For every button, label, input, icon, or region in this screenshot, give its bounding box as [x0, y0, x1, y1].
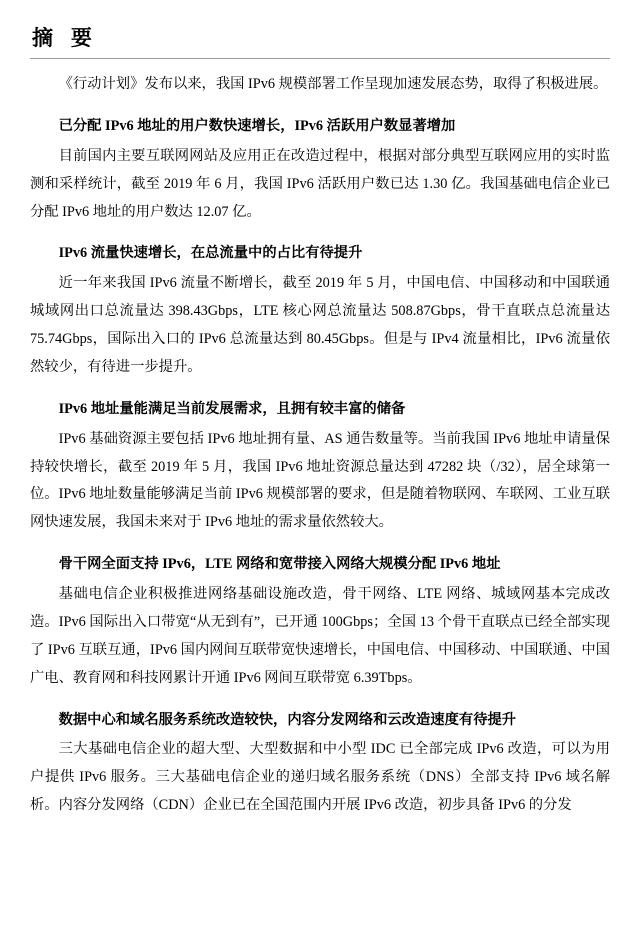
- section-body-3: IPv6 基础资源主要包括 IPv6 地址拥有量、AS 通告数量等。当前我国 IPv6 地址申请量保持较快增长，截至 2019 年 5 月，我国 IPv6 地址资源总量达到 47282 块（/32），居全球第一位。IPv6 地址数量能够满足当前 IPv6 规模部署的要求，但是随着物联网、车联网、工业互联网快速发展，我国未来对于 IPv6 地址的需求量依然较大。: [30, 430, 610, 531]
- intro-paragraph: 《行动计划》发布以来，我国 IPv6 规模部署工作呈现加速发展态势，取得了积极进展。: [58, 76, 608, 92]
- section-heading-3: IPv6 地址量能满足当前发展需求，且拥有较丰富的储备: [58, 400, 406, 417]
- section-heading-2: IPv6 流量快速增长，在总流量中的占比有待提升: [58, 245, 363, 262]
- section-body-2: 近一年来我国 IPv6 流量不断增长，截至 2019 年 5 月，中国电信、中国移动和中国联通城域网出口总流量达 398.43Gbps，LTE 核心网总流量达 508.87Gbps，骨干直联点总流量达 75.74Gbps，国际出入口的 IPv6 总流量达到 80.45Gbps。但是与 IPv4 流量相比，IPv6 流量依然较少，有待进一步提升。: [30, 275, 610, 375]
- section-body-4: 基础电信企业积极推进网络基础设施改造，骨干网络、LTE 网络、城域网基本完成改造。IPv6 国际出入口带宽“从无到有”，已开通 100Gbps；全国 13 个骨干直联点已经全部实现了 IPv6 互联互通，IPv6 国内网间互联带宽快速增长，中国电信、中国移动、中国联通、中国广电、教育网和科技网累计开通 IPv6 网间互联带宽 6.39Tbps。: [30, 586, 610, 686]
- page-title: 摘 要: [32, 27, 98, 50]
- section-body-1: 目前国内主要互联网网站及应用正在改造过程中，根据对部分典型互联网应用的实时监测和采样统计，截至 2019 年 6 月，我国 IPv6 活跃用户数已达 1.30 亿。我国基础电信企业已分配 IPv6 地址的用户数达 12.07 亿。: [30, 147, 610, 220]
- section-heading-4: 骨干网全面支持 IPv6，LTE 网络和宽带接入网络大规模分配 IPv6 地址: [58, 556, 501, 573]
- title-divider: [30, 58, 610, 59]
- section-heading-1: 已分配 IPv6 地址的用户数快速增长，IPv6 活跃用户数显著增加: [58, 117, 456, 134]
- section-body-5: 三大基础电信企业的超大型、大型数据和中小型 IDC 已全部完成 IPv6 改造，可以为用户提供 IPv6 服务。三大基础电信企业的递归域名服务系统（DNS）全部支持 IPv6 域名解析。内容分发网络（CDN）企业已在全国范围内开展 IPv6 改造，初步具备 IPv6 的分发: [30, 741, 610, 814]
- section-heading-5: 数据中心和域名服务系统改造较快，内容分发网络和云改造速度有待提升: [58, 711, 517, 728]
